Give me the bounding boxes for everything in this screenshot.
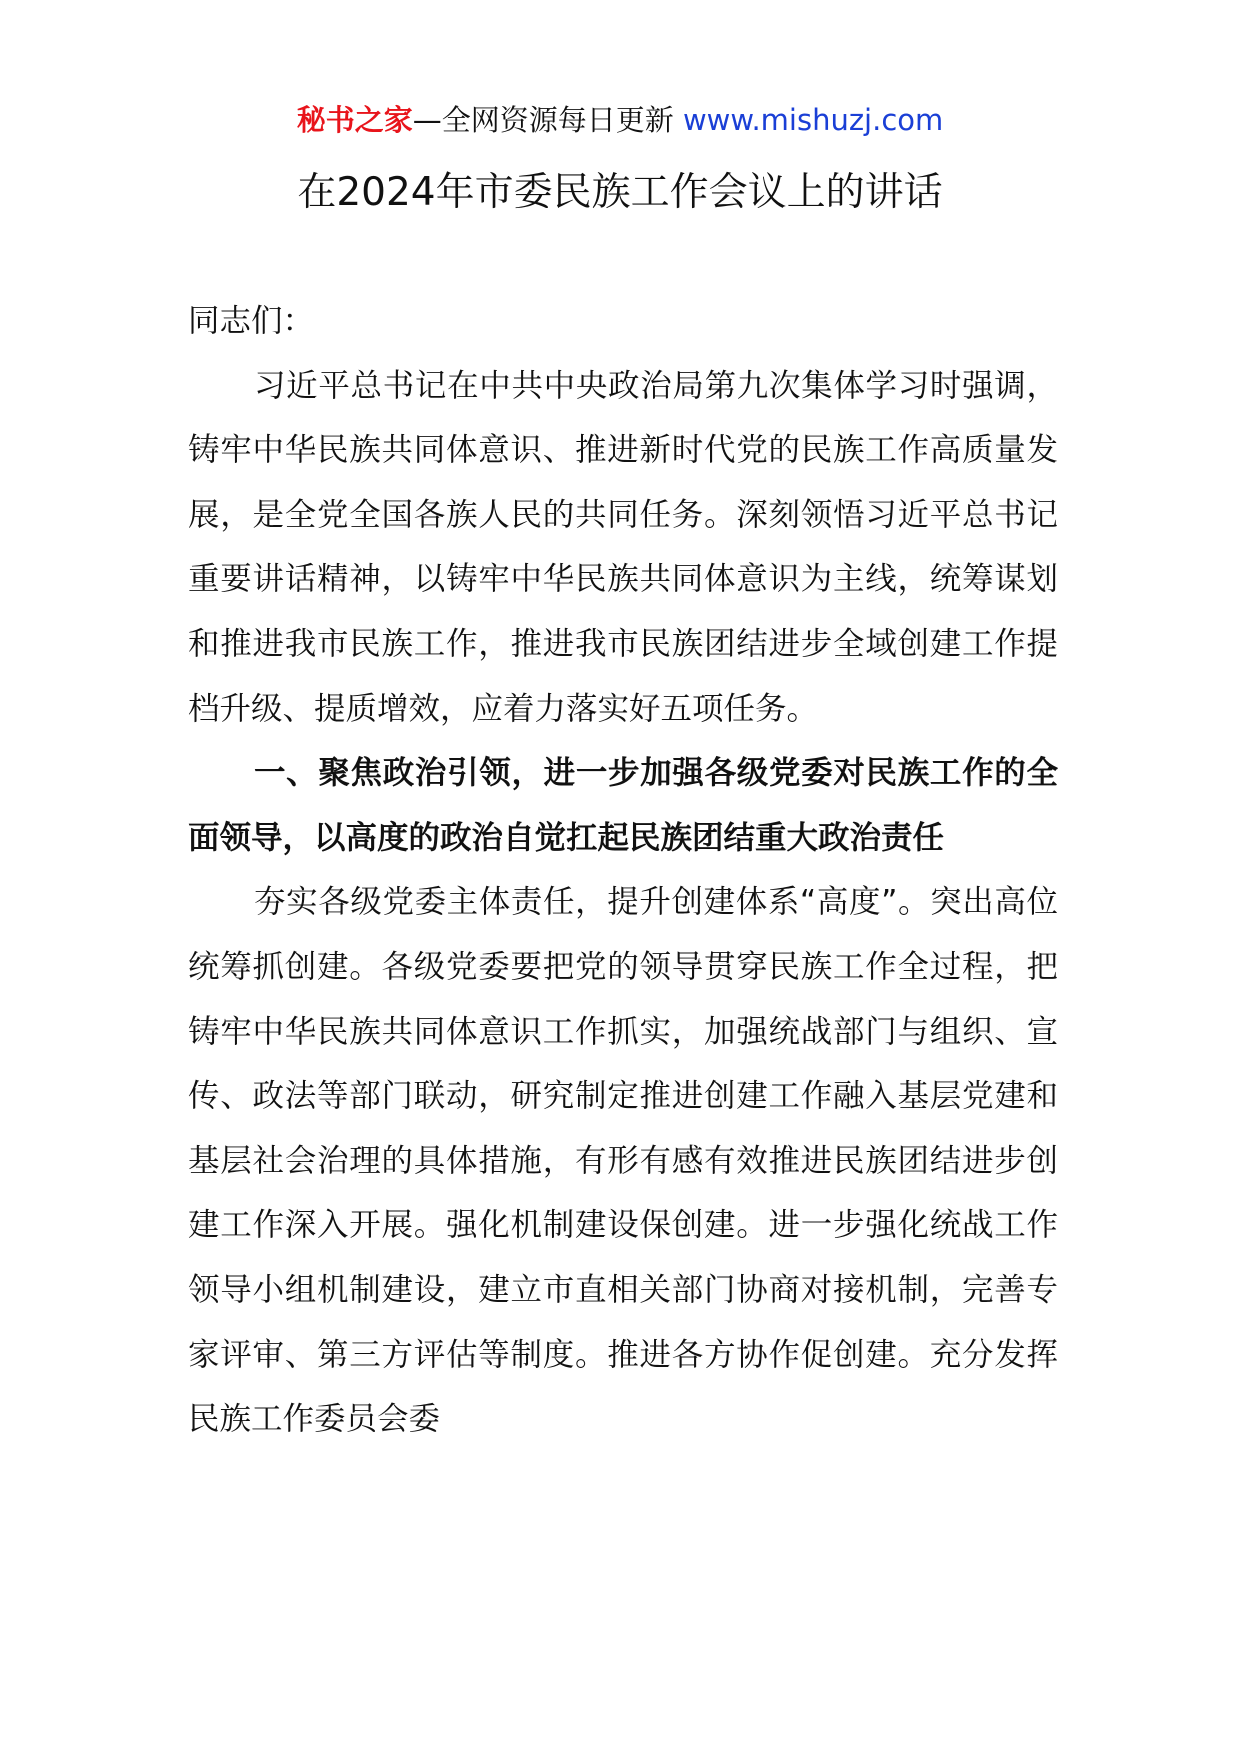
section-heading-1: 一、聚焦政治引领，进一步加强各级党委对民族工作的全面领导，以高度的政治自觉扛起民族团结重大政治责任 bbox=[188, 755, 1058, 856]
brand-tagline: —全网资源每日更新 bbox=[412, 103, 674, 137]
paragraph-section-1: 夯实各级党委主体责任，提升创建体系“高度”。突出高位统筹抓创建。各级党委要把党的领导贯穿民族工作全过程，把铸牢中华民族共同体意识工作抓实，加强统战部门与组织、宣传、政法等部门联动，研究制定推进创建工作融入基层党建和基层社会治理的具体措施，有形有感有效推进民族团结进步创建工作深入开展。强化机制建设保创建。进一步强化统战工作领导小组机制建设，建立市直相关部门协商对接机制，完善专家评审、第三方评估等制度。推进各方协作促创建。充分发挥民族工作委员会委 bbox=[188, 884, 1058, 1438]
site-url-link[interactable]: www.mishuzj.com bbox=[682, 103, 944, 137]
salutation: 同志们： bbox=[188, 303, 315, 339]
paragraph-intro: 习近平总书记在中共中央政治局第九次集体学习时强调，铸牢中华民族共同体意识、推进新时代党的民族工作高质量发展，是全党全国各族人民的共同任务。深刻领悟习近平总书记重要讲话精神，以铸牢中华民族共同体意识为主线，统筹谋划和推进我市民族工作，推进我市民族团结进步全域创建工作提档升级、提质增效，应着力落实好五项任务。 bbox=[188, 367, 1058, 727]
brand-name: 秘书之家 bbox=[296, 103, 413, 137]
document-title: 在2024年市委民族工作会议上的讲话 bbox=[297, 170, 943, 215]
document-body bbox=[188, 289, 1058, 1452]
watermark-header bbox=[0, 100, 1240, 140]
